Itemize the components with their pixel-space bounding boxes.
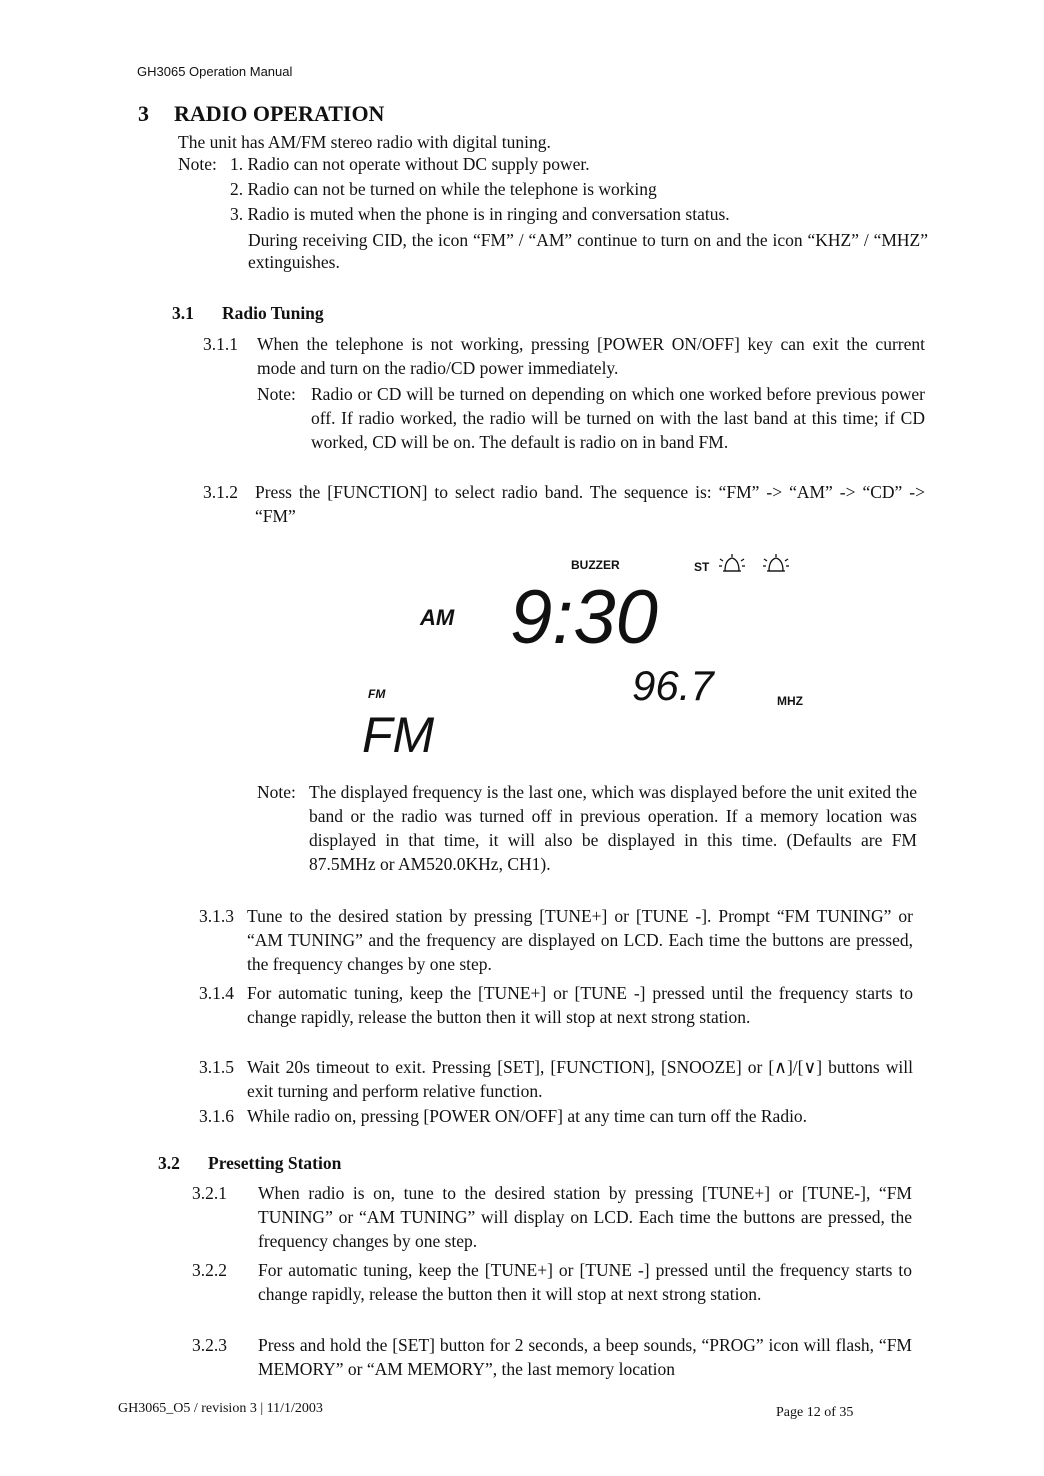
note-3-1-1 bbox=[257, 382, 925, 454]
note-1: 1. Radio can not operate without DC supply power. bbox=[230, 154, 590, 174]
notes-label: Note: bbox=[178, 154, 217, 174]
item-3-1-5 bbox=[199, 1055, 913, 1103]
subsection-number: 3.1 bbox=[172, 303, 194, 323]
lcd-frequency: 96.7 bbox=[632, 662, 714, 709]
item-number: 3.2.1 bbox=[192, 1183, 227, 1203]
subsection-heading-3-2 bbox=[158, 1153, 341, 1174]
lcd-unit-label: MHZ bbox=[777, 694, 803, 708]
lcd-am-indicator: AM bbox=[420, 605, 455, 630]
item-3-1-2 bbox=[203, 480, 925, 528]
subsection-title: Radio Tuning bbox=[222, 303, 324, 323]
item-text: Tune to the desired station by pressing [TUNE+] or [TUNE -]. Prompt “FM TUNING” or “AM TUNING” and the frequency are displayed on LCD. Each time the buttons are pressed, the frequency changes by one step. bbox=[247, 906, 913, 974]
item-3-1-3 bbox=[199, 904, 913, 976]
item-3-1-1 bbox=[203, 332, 925, 380]
subsection-title: Presetting Station bbox=[208, 1153, 342, 1173]
note-label: Note: bbox=[257, 782, 296, 802]
item-text: When radio is on, tune to the desired station by pressing [TUNE+] or [TUNE-], “FM TUNING” or “AM TUNING” will display on LCD. Each time the buttons are pressed, the frequency changes by one step. bbox=[258, 1183, 912, 1251]
intro-text: The unit has AM/FM stereo radio with digital tuning. bbox=[178, 132, 551, 152]
lcd-band-label: FM bbox=[362, 707, 435, 763]
note-2: 2. Radio can not be turned on while the telephone is working bbox=[230, 179, 657, 199]
subsection-heading-3-1 bbox=[172, 303, 324, 324]
item-number: 3.1.4 bbox=[199, 983, 234, 1003]
item-number: 3.1.2 bbox=[203, 482, 238, 502]
alarm-bell-icons bbox=[718, 551, 798, 577]
page-header: GH3065 Operation Manual bbox=[137, 64, 293, 79]
section-heading bbox=[138, 101, 384, 127]
item-number: 3.1.5 bbox=[199, 1057, 234, 1077]
item-text: Press the [FUNCTION] to select radio band. The sequence is: “FM” -> “AM” -> “CD” -> “FM” bbox=[255, 482, 925, 526]
item-text: Press and hold the [SET] button for 2 seconds, a beep sounds, “PROG” icon will flash, “FM MEMORY” or “AM MEMORY”, the last memory location bbox=[258, 1335, 912, 1379]
item-number: 3.1.6 bbox=[199, 1106, 234, 1126]
item-3-2-3 bbox=[192, 1333, 912, 1381]
note-label: Note: bbox=[257, 384, 296, 404]
note-text: The displayed frequency is the last one, which was displayed before the unit exited the band or the radio was turned off in previous operation. If a memory location was displayed in that time, it will also be displayed in this time. (Defaults are FM 87.5MHz or AM520.0KHz, CH1). bbox=[309, 782, 917, 874]
item-3-1-4 bbox=[199, 981, 913, 1029]
alarm-bell-icon bbox=[763, 554, 789, 571]
item-3-2-2 bbox=[192, 1258, 912, 1306]
item-number: 3.1.3 bbox=[199, 906, 234, 926]
lcd-clock-time: 9:30 bbox=[510, 575, 658, 660]
item-number: 3.2.2 bbox=[192, 1260, 227, 1280]
item-3-2-1 bbox=[192, 1181, 912, 1253]
footer-revision: GH3065_O5 / revision 3 | 11/1/2003 bbox=[118, 1401, 323, 1416]
section-title: RADIO OPERATION bbox=[174, 101, 385, 126]
note-3-continued: During receiving CID, the icon “FM” / “AM” continue to turn on and the icon “KHZ” / “MHZ” extinguishes. bbox=[248, 230, 928, 272]
section-number: 3 bbox=[138, 101, 149, 126]
note-3: 3. Radio is muted when the phone is in ringing and conversation status. bbox=[230, 204, 730, 224]
item-text: Wait 20s timeout to exit. Pressing [SET], [FUNCTION], [SNOOZE] or [∧]/[∨] buttons will exit turning and perform relative function. bbox=[247, 1057, 913, 1101]
footer-page-number: Page 12 of 35 bbox=[776, 1405, 854, 1420]
subsection-number: 3.2 bbox=[158, 1153, 180, 1173]
item-text: For automatic tuning, keep the [TUNE+] or [TUNE -] pressed until the frequency starts to change rapidly, release the button then it will stop at next strong station. bbox=[258, 1260, 912, 1304]
item-number: 3.2.3 bbox=[192, 1335, 227, 1355]
item-3-1-6 bbox=[199, 1104, 913, 1128]
lcd-note bbox=[257, 780, 917, 876]
note-text: Radio or CD will be turned on depending on which one worked before previous power off. If radio worked, the radio will be turned on with the last band at this time; if CD worked, CD will be on. The default is radio on in band FM. bbox=[311, 384, 925, 452]
lcd-stereo-label: ST bbox=[694, 560, 710, 574]
lcd-fm-small: FM bbox=[368, 687, 386, 701]
lcd-buzzer-label: BUZZER bbox=[571, 558, 620, 572]
alarm-bell-icon bbox=[719, 554, 745, 571]
item-text: When the telephone is not working, pressing [POWER ON/OFF] key can exit the current mode and turn on the radio/CD power immediately. bbox=[257, 334, 925, 378]
item-number: 3.1.1 bbox=[203, 334, 238, 354]
item-text: While radio on, pressing [POWER ON/OFF] at any time can turn off the Radio. bbox=[247, 1106, 808, 1126]
item-text: For automatic tuning, keep the [TUNE+] or [TUNE -] pressed until the frequency starts to change rapidly, release the button then it will stop at next strong station. bbox=[247, 983, 913, 1027]
